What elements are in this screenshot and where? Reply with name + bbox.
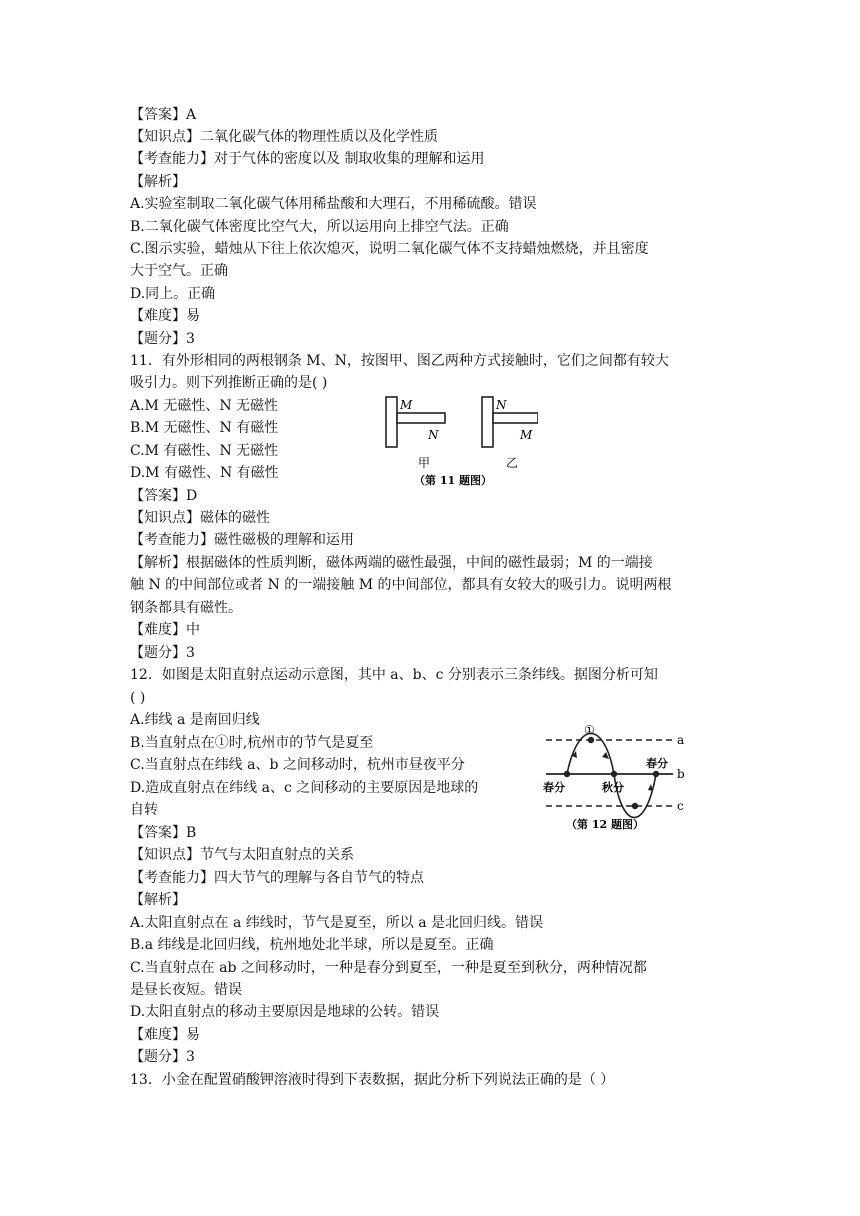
- arrow-up-icon: [648, 784, 653, 791]
- point-winter: [632, 803, 638, 809]
- q12-figure: [538, 722, 698, 838]
- answer-line: 【答案】A: [130, 107, 197, 123]
- q12-option-d-cont: 自转: [130, 802, 158, 818]
- q12-answer: 【答案】B: [130, 825, 197, 841]
- q12-option-d: D.造成直射点在纬线 a、c 之间移动的主要原因是地球的: [130, 780, 479, 796]
- q12-stem: ( ): [130, 690, 146, 706]
- analysis-line: A.实验室制取二氧化碳气体用稀盐酸和大理石，不用稀硫酸。错误: [130, 196, 537, 212]
- q13-stem: 13．小金在配置硝酸钾溶液时得到下表数据，据此分析下列说法正确的是（ ）: [130, 1072, 615, 1088]
- q12-analysis: 是昼长夜短。错误: [130, 982, 242, 998]
- q12-analysis-head: 【解析】: [130, 892, 186, 908]
- q12-ability: 【考查能力】四大节气的理解与各自节气的特点: [130, 870, 424, 886]
- magnet-diagram: [378, 395, 538, 491]
- label-circle-1: ①: [584, 723, 595, 737]
- q11-analysis: 【解析】根据磁体的性质判断，磁体两端的磁性最强，中间的磁性最弱；M 的一端接: [130, 555, 653, 571]
- q12-option-c: C.当直射点在纬线 a、b 之间移动时，杭州市昼夜平分: [130, 757, 465, 773]
- q11-figure: [378, 395, 538, 495]
- analysis-head: 【解析】: [130, 174, 186, 190]
- knowledge-line: 【知识点】二氧化碳气体的物理性质以及化学性质: [130, 129, 438, 145]
- analysis-line: 大于空气。正确: [130, 263, 228, 279]
- bar-m-vertical: [386, 397, 397, 447]
- difficulty-line: 【难度】易: [130, 308, 200, 324]
- label-n2: N: [496, 398, 507, 412]
- subsolar-diagram: [538, 722, 698, 834]
- q12-difficulty: 【难度】易: [130, 1027, 200, 1043]
- q11-option-d: D.M 有磁性、N 有磁性: [130, 465, 279, 481]
- score-line: 【题分】3: [130, 331, 195, 347]
- figure-11-caption: （第 11 题图）: [414, 474, 492, 487]
- ability-line: 【考查能力】对于气体的密度以及 制取收集的理解和运用: [130, 151, 485, 167]
- q11-stem: 吸引力。则下列推断正确的是( ): [130, 375, 328, 391]
- q11-knowledge: 【知识点】磁体的磁性: [130, 510, 270, 526]
- q12-option-a: A.纬线 a 是南回归线: [130, 712, 260, 728]
- analysis-line: D.同上。正确: [130, 286, 216, 302]
- analysis-line: B.二氧化碳气体密度比空气大，所以运用向上排空气法。正确: [130, 219, 509, 235]
- q12-stem: 12．如图是太阳直射点运动示意图，其中 a、b、c 分别表示三条纬线。据图分析可知: [130, 667, 658, 683]
- q11-analysis: 钢条都具有磁性。: [130, 600, 242, 616]
- label-chunfen-2: 春分: [646, 757, 668, 770]
- figure-12-caption: （第 12 题图）: [566, 818, 644, 831]
- label-c: c: [677, 799, 684, 813]
- q11-answer: 【答案】D: [130, 488, 198, 504]
- q11-difficulty: 【难度】中: [130, 622, 200, 638]
- label-m1: M: [400, 398, 413, 412]
- label-qiufen: 秋分: [602, 781, 624, 794]
- bar-n-horizontal: [397, 413, 445, 423]
- label-jia: 甲: [418, 456, 431, 470]
- label-m2: M: [520, 428, 533, 442]
- q12-analysis: B.a 纬线是北回归线，杭州地处北半球，所以是夏至。正确: [130, 937, 494, 953]
- label-b: b: [677, 767, 685, 781]
- q11-option-b: B.M 无磁性、N 有磁性: [130, 420, 279, 436]
- q12-knowledge: 【知识点】节气与太阳直射点的关系: [130, 847, 354, 863]
- label-yi: 乙: [506, 456, 519, 470]
- q11-option-a: A.M 无磁性、N 无磁性: [130, 398, 279, 414]
- q12-option-b: B.当直射点在①时,杭州市的节气是夏至: [130, 735, 374, 751]
- bar-n-vertical: [482, 397, 493, 447]
- point-summer: [588, 737, 594, 743]
- label-n1: N: [428, 428, 439, 442]
- q11-ability: 【考查能力】磁性磁极的理解和运用: [130, 532, 354, 548]
- point-chunfen-2: [653, 771, 659, 777]
- label-chunfen: 春分: [543, 781, 565, 794]
- label-a: a: [677, 733, 685, 747]
- point-chunfen: [564, 771, 570, 777]
- q11-score: 【题分】3: [130, 645, 195, 661]
- q11-option-c: C.M 有磁性、N 无磁性: [130, 443, 279, 459]
- q11-analysis: 触 N 的中间部位或者 N 的一端接触 M 的中间部位，都具有女较大的吸引力。说明两根: [130, 577, 672, 593]
- bar-m-horizontal: [493, 413, 538, 423]
- q12-analysis: D.太阳直射点的移动主要原因是地球的公转。错误: [130, 1004, 440, 1020]
- analysis-line: C.图示实验，蜡烛从下往上依次熄灭，说明二氧化碳气体不支持蜡烛燃烧，并且密度: [130, 241, 649, 257]
- q11-stem: 11．有外形相同的两根钢条 M、N，按图甲、图乙两种方式接触时，它们之间都有较大: [130, 353, 669, 369]
- q12-analysis: C.当直射点在 ab 之间移动时，一种是春分到夏至，一种是夏至到秋分，两种情况都: [130, 960, 647, 976]
- point-qiufen: [611, 771, 617, 777]
- q12-score: 【题分】3: [130, 1049, 195, 1065]
- q12-analysis: A.太阳直射点在 a 纬线时，节气是夏至，所以 a 是北回归线。错误: [130, 915, 544, 931]
